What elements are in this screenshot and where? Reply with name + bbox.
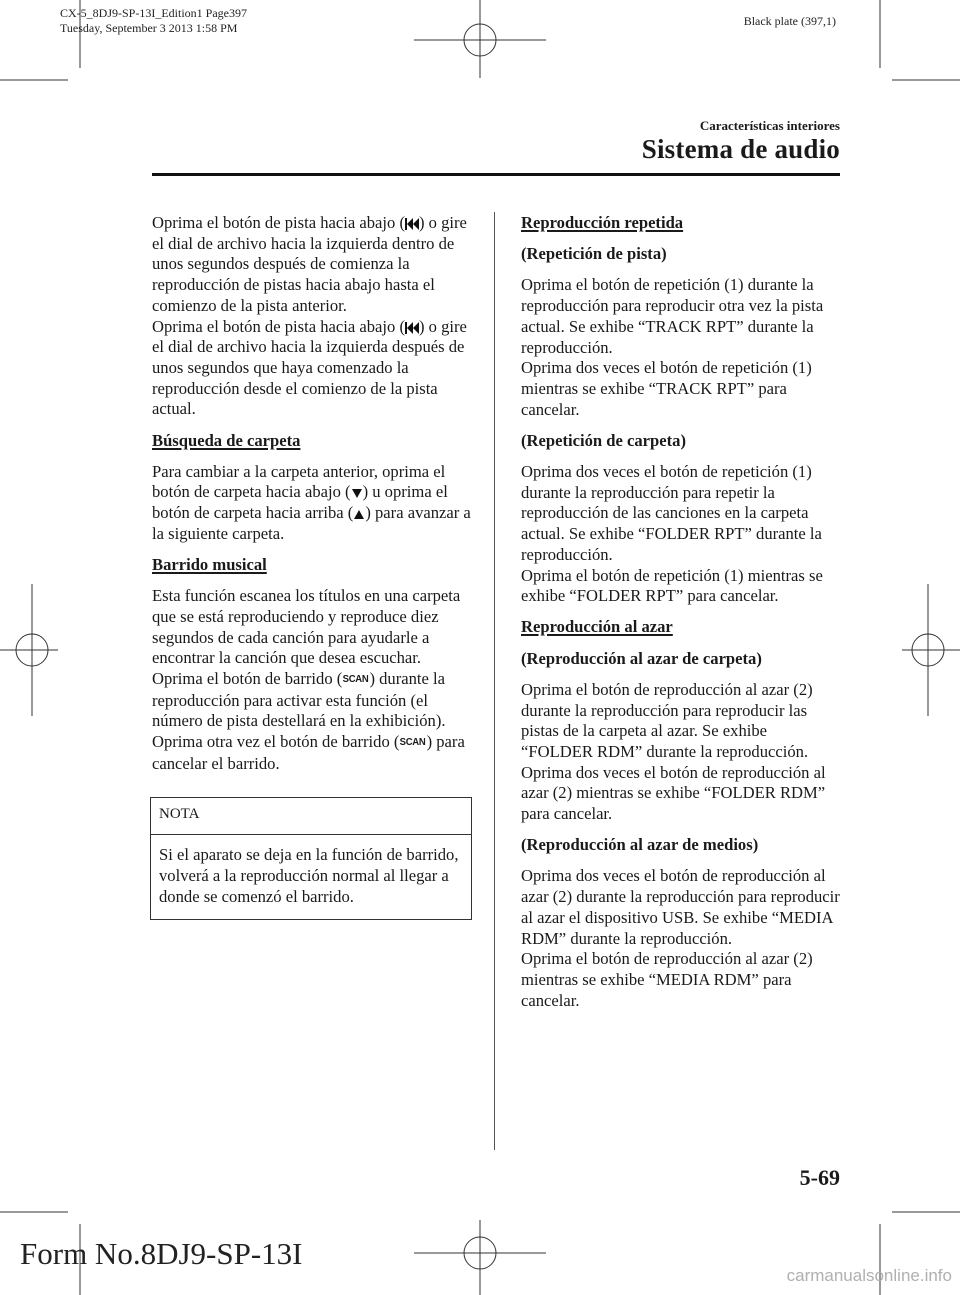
triangle-down-icon <box>351 488 363 499</box>
paragraph-track-down-2: Oprima el botón de pista hacia abajo ( ) o gire el dial de archivo hacia la izquierda después de unos segundos que haya comenzado la reproducción desde el comienzo de la pista actual. <box>152 316 467 419</box>
plate-label: Black plate (397,1) <box>743 14 836 28</box>
left-column <box>152 213 474 920</box>
note-body: Si el aparato se deja en la función de barrido, volverá a la reproducción normal al llegar a donde se comenzó el barrido. <box>159 845 459 906</box>
paragraph-folder-repeat-on: Oprima dos veces el botón de repetición (1) durante la reproducción para repetir la reproducción de las canciones en la carpeta actual. Se exhibe “FOLDER RPT” durante la reproducción. <box>521 462 822 564</box>
subheading-track-repeat: (Repetición de pista) <box>521 244 667 264</box>
note-box <box>150 797 472 921</box>
scan-icon: SCAN <box>342 674 369 686</box>
paragraph-folder-random-off: Oprima dos veces el botón de reproducción al azar (2) mientras se exhibe “FOLDER RDM” para cancelar. <box>521 762 826 824</box>
scan-icon: SCAN <box>400 737 426 749</box>
chapter-title: Sistema de audio <box>641 134 840 164</box>
subheading-folder-random: (Reproducción al azar de carpeta) <box>521 648 762 668</box>
note-title: NOTA <box>151 798 471 836</box>
paragraph-scan-usage: Oprima el botón de barrido (SCAN) durante la reproducción para activar esta función (el número de pista destellará en la exhibición). Oprima otra vez el botón de barrido (SCAN) para cancelar el barrido. <box>152 669 465 773</box>
header-rule <box>152 173 840 176</box>
paragraph-media-random-off: Oprima el botón de reproducción al azar (2) mientras se exhibe “MEDIA RDM” para cancelar. <box>521 949 813 1010</box>
subheading-folder-repeat: (Repetición de carpeta) <box>521 430 686 450</box>
paragraph-folder-search: Para cambiar a la carpeta anterior, oprima el botón de carpeta hacia abajo ( ) u oprima el botón de carpeta hacia arriba ( ) para avanzar a la siguiente carpeta. <box>152 461 471 543</box>
watermark: carmanualsonline.info <box>786 1266 952 1285</box>
heading-folder-search: Búsqueda de carpeta <box>152 430 301 450</box>
print-info-file: CX-5_8DJ9-SP-13I_Edition1 Page397 <box>60 6 247 20</box>
form-number: Form No.8DJ9-SP-13I <box>20 1236 303 1271</box>
heading-random-playback: Reproducción al azar <box>521 617 673 637</box>
section-title: Características interiores <box>699 118 840 133</box>
triangle-up-icon <box>353 509 365 520</box>
print-info-date: Tuesday, September 3 2013 1:58 PM <box>60 21 238 35</box>
paragraph-track-down-1: Oprima el botón de pista hacia abajo ( ) o gire el dial de archivo hacia la izquierda dentro de unos segundos después de comienza la reproducción de pistas hacia abajo hasta el comienzo de la pista anterior. <box>152 213 467 315</box>
subheading-media-random: (Reproducción al azar de medios) <box>521 835 759 855</box>
heading-music-scan: Barrido musical <box>152 555 267 575</box>
paragraph-folder-repeat-off: Oprima el botón de repetición (1) mientras se exhibe “FOLDER RPT” para cancelar. <box>521 565 823 606</box>
right-column <box>521 213 843 1022</box>
paragraph-scan-description: Esta función escanea los títulos en una carpeta que se está reproduciendo y reproduce diez segundos de cada canción para ayudarle a encontrar la canción que desea escuchar. <box>152 586 461 668</box>
paragraph-media-random-on: Oprima dos veces el botón de reproducción al azar (2) durante la reproducción para reproducir al azar el dispositivo USB. Se exhibe “MEDIA RDM” durante la reproducción. <box>521 866 840 948</box>
paragraph-track-repeat-on: Oprima el botón de repetición (1) durante la reproducción para reproducir otra vez la pista actual. Se exhibe “TRACK RPT” durante la reproducción. <box>521 275 824 357</box>
column-divider <box>494 212 495 1150</box>
print-info <box>60 6 247 36</box>
heading-repeat-playback: Reproducción repetida <box>521 213 684 232</box>
paragraph-folder-random-on: Oprima el botón de reproducción al azar (2) durante la reproducción para reproducir las pistas de la carpeta al azar. Se exhibe “FOLDER RDM” durante la reproducción. <box>521 679 813 761</box>
page-number: 5-69 <box>799 1165 840 1190</box>
previous-track-icon <box>405 218 419 230</box>
previous-track-icon <box>405 322 419 334</box>
paragraph-track-repeat-off: Oprima dos veces el botón de repetición (1) mientras se exhibe “TRACK RPT” para cancelar. <box>521 358 812 419</box>
